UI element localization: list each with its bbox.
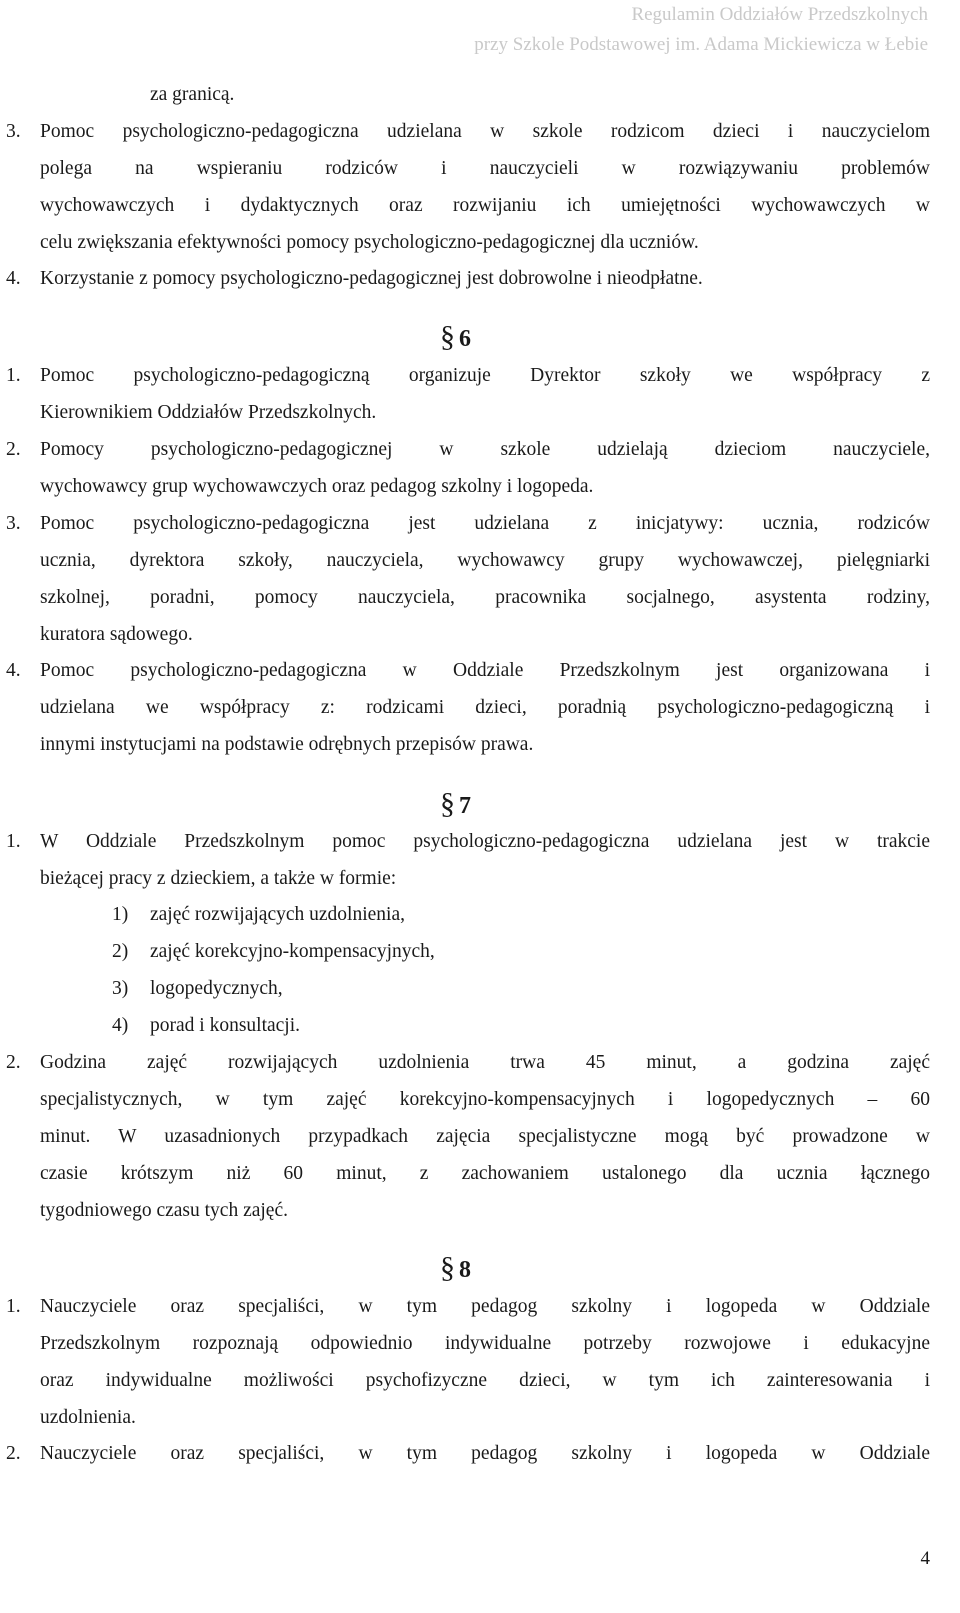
item-number: 4. (6, 660, 21, 681)
list-marker: 1) (112, 904, 129, 925)
paragraph (40, 823, 930, 897)
text-line: kuratora sądowego. (40, 624, 193, 645)
text-line: Nauczyciele oraz specjaliści, w tym pedagog szkolny i logopeda w Oddziale (40, 1296, 930, 1317)
list-item (112, 933, 435, 970)
text-line: Pomocy psychologiczno-pedagogicznej w szkole udzielają dzieciom nauczyciele, (40, 439, 930, 460)
section-heading (440, 318, 471, 358)
item-number: 4. (6, 268, 21, 289)
page-number: 4 (920, 1548, 930, 1569)
text-line: wychowawcy grup wychowawczych oraz pedagog szkolny i logopeda. (40, 476, 594, 497)
text-line: Godzina zajęć rozwijających uzdolnienia trwa 45 minut, a godzina zajęć (40, 1052, 930, 1073)
section-number: 8 (459, 1257, 471, 1283)
text-line: oraz indywidualne możliwości psychofizyczne dzieci, w tym ich zainteresowania i (40, 1370, 930, 1391)
paragraph (40, 357, 930, 431)
text-line: polega na wspieraniu rodziców i nauczycieli w rozwiązywaniu problemów (40, 158, 930, 179)
list-marker: 2) (112, 941, 129, 962)
text-line: innymi instytucjami na podstawie odrębnych przepisów prawa. (40, 734, 534, 755)
paragraph (40, 260, 930, 297)
list-item-text: zajęć rozwijających uzdolnienia, (150, 904, 405, 925)
text-line: Pomoc psychologiczno-pedagogiczna jest udzielana z inicjatywy: ucznia, rodziców (40, 513, 930, 534)
paragraph (40, 652, 930, 763)
item-number: 1. (6, 831, 21, 852)
list-item-text: zajęć korekcyjno-kompensacyjnych, (150, 941, 435, 962)
text-line: minut. W uzasadnionych przypadkach zajęcia specjalistyczne mogą być prowadzone w (40, 1126, 930, 1147)
item-number: 3. (6, 513, 21, 534)
section-heading (440, 785, 471, 825)
text-line: Pomoc psychologiczno-pedagogiczna udzielana w szkole rodzicom dzieci i nauczycielom (40, 121, 930, 142)
list-item-text: logopedycznych, (150, 978, 283, 999)
list-marker: 4) (112, 1015, 129, 1036)
paragraph (40, 431, 930, 505)
item-number: 2. (6, 439, 21, 460)
text-line: Nauczyciele oraz specjaliści, w tym pedagog szkolny i logopeda w Oddziale (40, 1443, 930, 1464)
text-line: ucznia, dyrektora szkoły, nauczyciela, wychowawcy grupy wychowawczej, pielęgniarki (40, 550, 930, 571)
list-marker: 3) (112, 978, 129, 999)
item-number: 3. (6, 121, 21, 142)
text-line: wychowawczych i dydaktycznych oraz rozwijaniu ich umiejętności wychowawczych w (40, 195, 930, 216)
list-item-text: porad i konsultacji. (150, 1015, 301, 1036)
paragraph (40, 113, 930, 261)
text-line: specjalistycznych, w tym zajęć korekcyjno-kompensacyjnych i logopedycznych – 60 (40, 1089, 930, 1110)
header-subtitle: przy Szkole Podstawowej im. Adama Mickiewicza w Łebie (474, 34, 928, 55)
item-number: 1. (6, 1296, 21, 1317)
item-number: 1. (6, 365, 21, 386)
paragraph (40, 1044, 930, 1229)
text-line: udzielana we współpracy z: rodzicami dzieci, poradnią psychologiczno-pedagogiczną i (40, 697, 930, 718)
text-line: Kierownikiem Oddziałów Przedszkolnych. (40, 402, 377, 423)
text-line: celu zwiększania efektywności pomocy psychologiczno-pedagogicznej dla uczniów. (40, 232, 699, 253)
section-heading (440, 1249, 471, 1289)
text-line: uzdolnienia. (40, 1407, 136, 1428)
text-line: Przedszkolnym rozpoznają odpowiednio indywidualne potrzeby rozwojowe i edukacyjne (40, 1333, 930, 1354)
text-line: tygodniowego czasu tych zajęć. (40, 1200, 288, 1221)
text-line: bieżącej pracy z dzieckiem, a także w formie: (40, 868, 397, 889)
paragraph (40, 505, 930, 653)
item-number: 2. (6, 1443, 21, 1464)
section-sign: § (440, 320, 455, 353)
section-number: 6 (459, 326, 471, 352)
text-line: Pomoc psychologiczno-pedagogiczną organizuje Dyrektor szkoły we współpracy z (40, 365, 930, 386)
continuation-text: za granicą. (150, 84, 235, 105)
list-item (112, 1007, 300, 1044)
header-title: Regulamin Oddziałów Przedszkolnych (631, 4, 928, 25)
paragraph (40, 1288, 930, 1436)
section-sign: § (440, 1251, 455, 1284)
text-line: szkolnej, poradni, pomocy nauczyciela, pracownika socjalnego, asystenta rodziny, (40, 587, 930, 608)
section-number: 7 (459, 793, 471, 819)
text-line: czasie krótszym niż 60 minut, z zachowaniem ustalonego dla ucznia łącznego (40, 1163, 930, 1184)
paragraph (40, 1435, 930, 1472)
section-sign: § (440, 787, 455, 820)
text-line: Korzystanie z pomocy psychologiczno-pedagogicznej jest dobrowolne i nieodpłatne. (40, 268, 703, 289)
page-header (474, 0, 928, 60)
text-line: W Oddziale Przedszkolnym pomoc psychologiczno-pedagogiczna udzielana jest w trakcie (40, 831, 930, 852)
item-number: 2. (6, 1052, 21, 1073)
list-item (112, 896, 405, 933)
list-item (112, 970, 283, 1007)
text-line: Pomoc psychologiczno-pedagogiczna w Oddziale Przedszkolnym jest organizowana i (40, 660, 930, 681)
